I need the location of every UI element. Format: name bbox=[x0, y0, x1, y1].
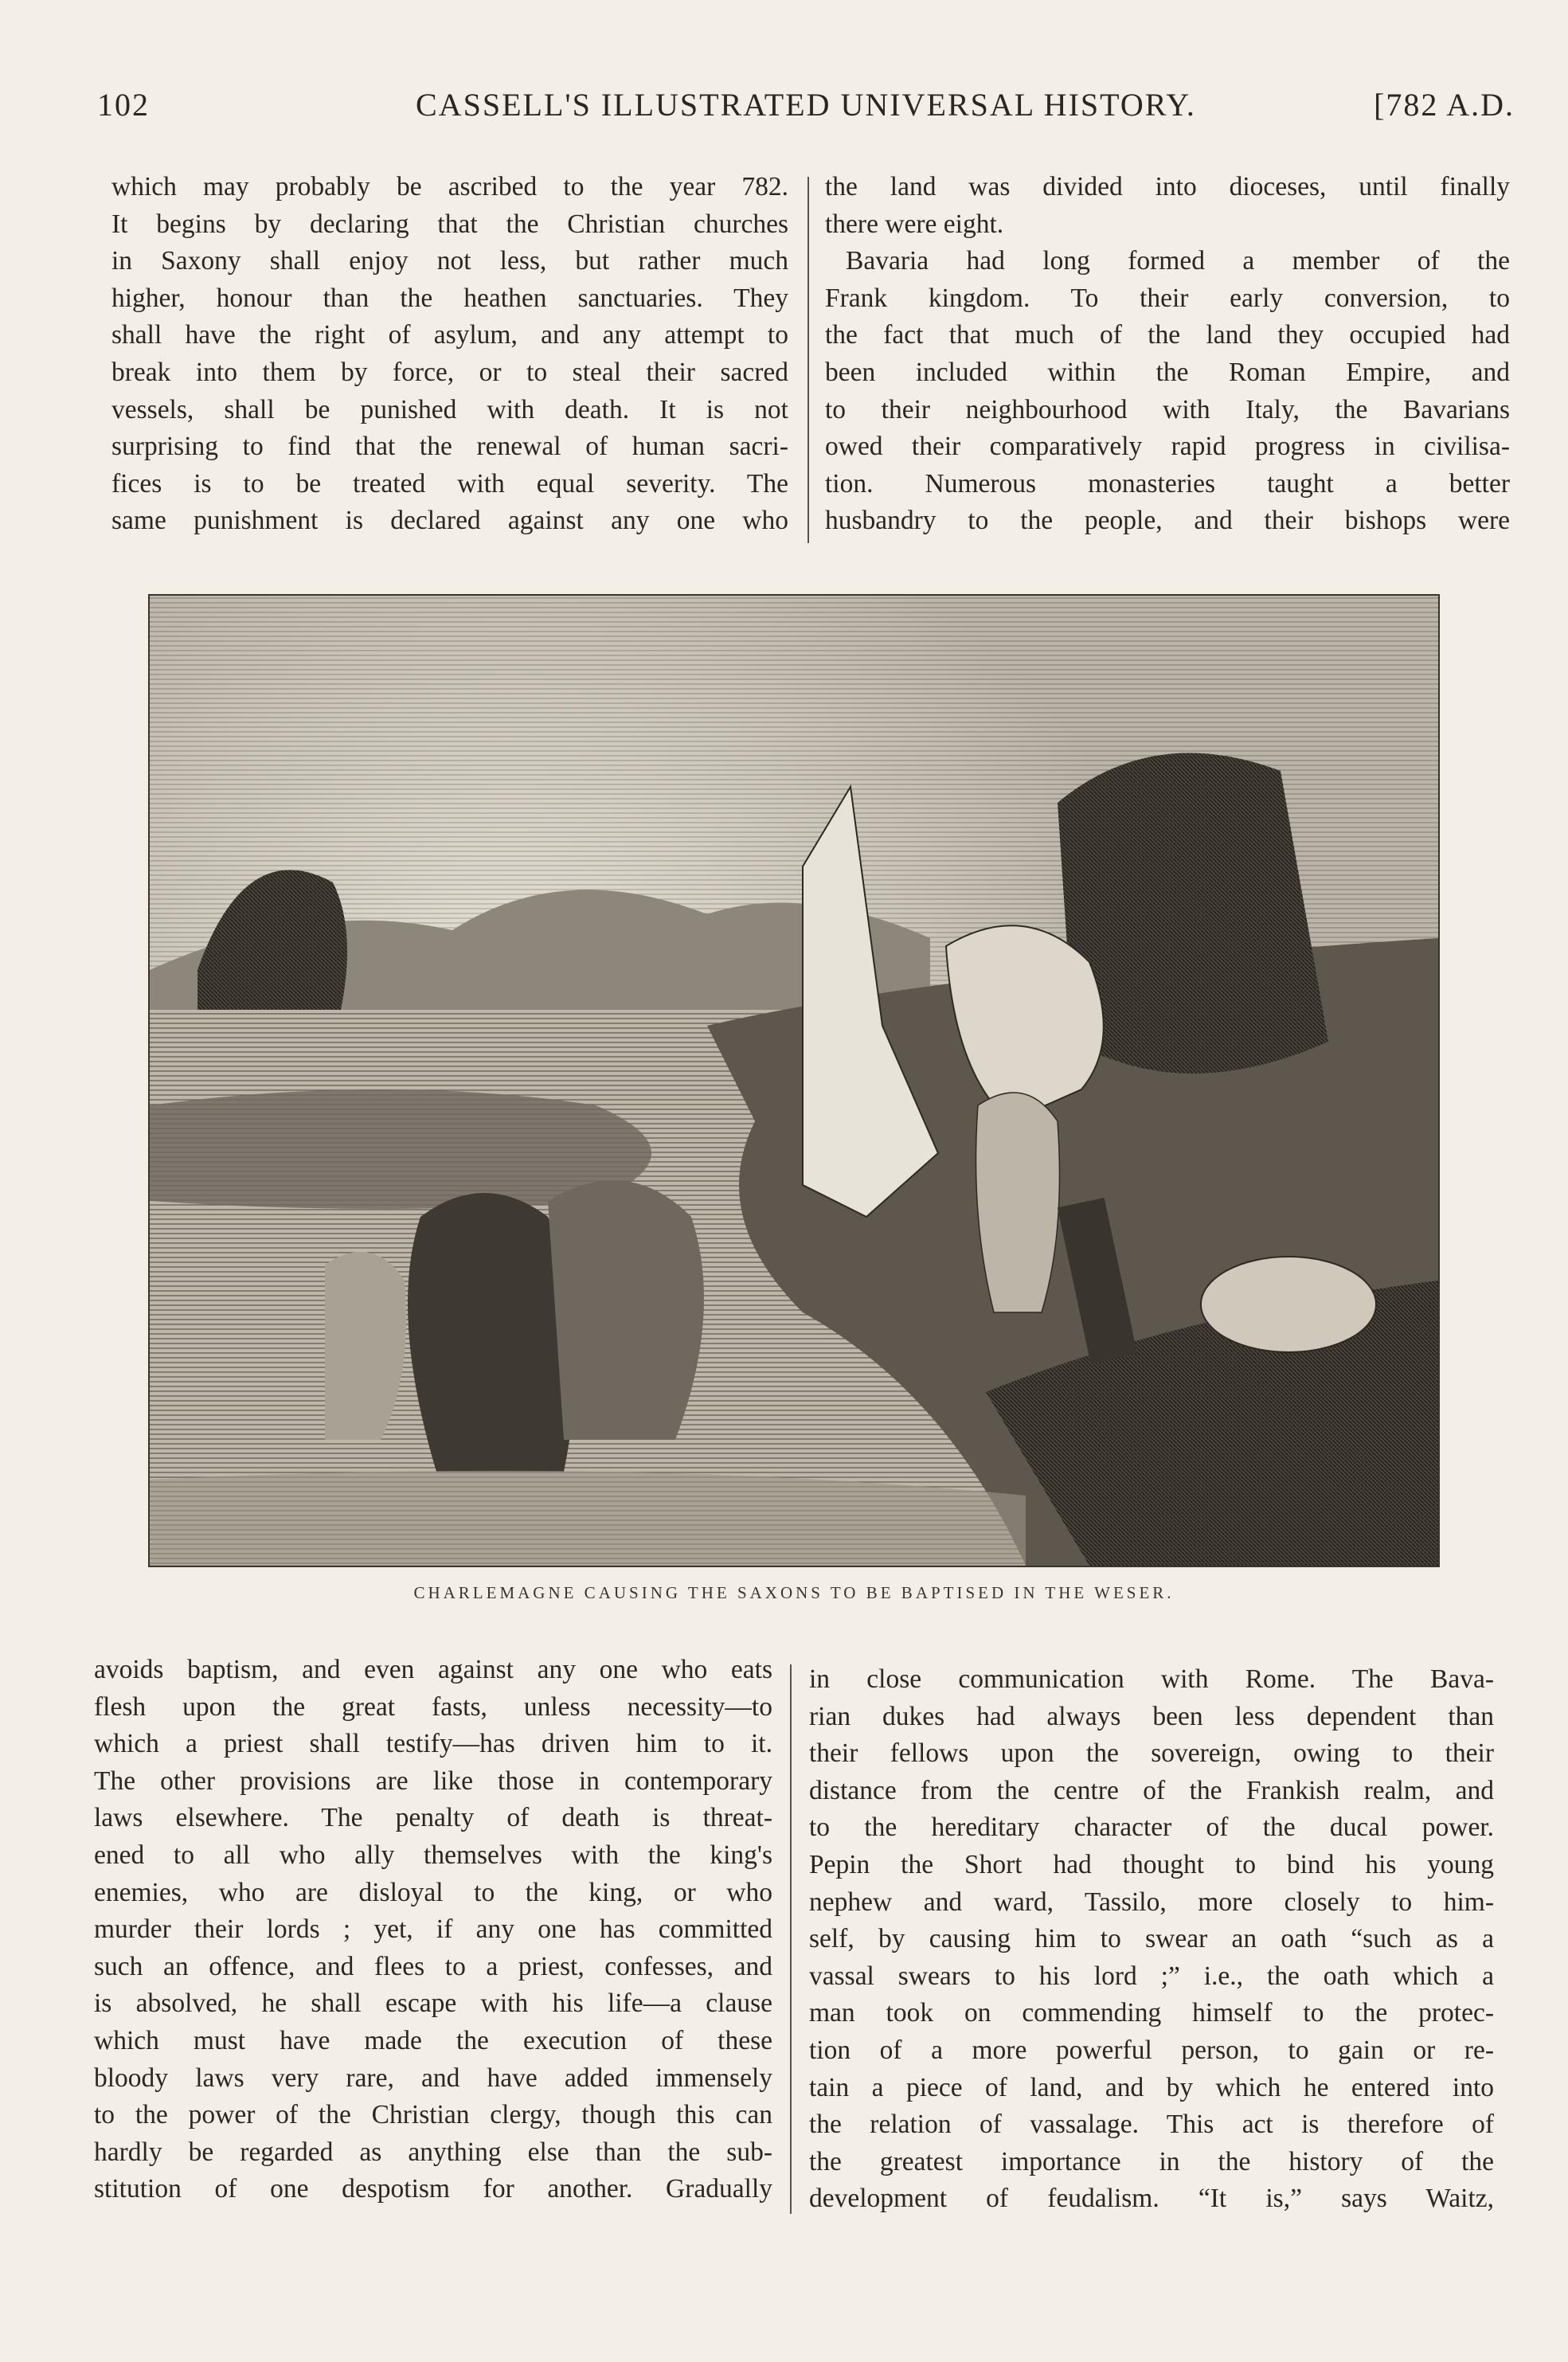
text-line: higher, honour than the heathen sanctuaries. They bbox=[111, 283, 788, 313]
text-line: hardly be regarded as anything else than the sub- bbox=[94, 2137, 772, 2167]
text-line: to their neighbourhood with Italy, the Bavarians bbox=[825, 394, 1510, 424]
text-line: laws elsewhere. The penalty of death is threat- bbox=[94, 1803, 772, 1833]
text-line: The other provisions are like those in contemporary bbox=[94, 1766, 772, 1796]
text-line: vassal swears to his lord ;” i.e., the oath which a bbox=[809, 1961, 1494, 1991]
text-line: is absolved, he shall escape with his life—a clause bbox=[94, 1989, 772, 2019]
text-line: same punishment is declared against any one who bbox=[111, 506, 788, 536]
text-line: man took on commending himself to the protec- bbox=[809, 1998, 1494, 2028]
text-line: enemies, who are disloyal to the king, or who bbox=[94, 1877, 772, 1907]
text-line: fices is to be treated with equal severity. The bbox=[111, 468, 788, 499]
text-line: flesh upon the great fasts, unless necessity—to bbox=[94, 1691, 772, 1722]
text-line: which must have made the execution of these bbox=[94, 2025, 772, 2055]
column-divider-bottom bbox=[790, 1664, 792, 2214]
text-line: murder their lords ; yet, if any one has committed bbox=[94, 1914, 772, 1945]
text-line: vessels, shall be punished with death. It is not bbox=[111, 394, 788, 424]
text-line: tion. Numerous monasteries taught a better bbox=[825, 468, 1510, 499]
text-line: avoids baptism, and even against any one who eats bbox=[94, 1655, 772, 1684]
text-line: the relation of vassalage. This act is therefore of bbox=[809, 2110, 1494, 2140]
text-line: the land was divided into dioceses, until finally bbox=[825, 172, 1510, 201]
bottom-right-column bbox=[809, 1661, 1494, 2218]
text-line: nephew and ward, Tassilo, more closely to him- bbox=[809, 1887, 1494, 1917]
text-line: development of feudalism. “It is,” says Waitz, bbox=[809, 2184, 1494, 2214]
text-line: Bavaria had long formed a member of the bbox=[846, 246, 1510, 276]
top-right-column bbox=[825, 169, 1510, 540]
column-divider-top bbox=[807, 177, 809, 543]
figure-caption: CHARLEMAGNE CAUSING THE SAXONS TO BE BAPTISED IN THE WESER. bbox=[413, 1583, 1175, 1602]
running-title: CASSELL'S ILLUSTRATED UNIVERSAL HISTORY. bbox=[416, 87, 1196, 123]
page-number: 102 bbox=[97, 87, 150, 123]
text-line: in close communication with Rome. The Bava- bbox=[809, 1664, 1494, 1694]
text-line: Pepin the Short had thought to bind his young bbox=[809, 1849, 1494, 1879]
text-line: ened to all who ally themselves with the king's bbox=[94, 1840, 772, 1870]
text-line: to the hereditary character of the ducal power. bbox=[809, 1813, 1494, 1843]
text-line: tain a piece of land, and by which he entered into bbox=[809, 2072, 1494, 2102]
engraving-illustration bbox=[148, 594, 1440, 1567]
baptism-scene-engraving bbox=[150, 596, 1438, 1566]
text-line: which a priest shall testify—has driven him to it. bbox=[94, 1729, 772, 1759]
text-line: been included within the Roman Empire, and bbox=[825, 357, 1510, 387]
text-line: to the power of the Christian clergy, though this can bbox=[94, 2100, 772, 2130]
text-line: surprising to find that the renewal of human sacri- bbox=[111, 432, 788, 462]
bottom-left-column bbox=[94, 1652, 772, 2208]
text-line: bloody laws very rare, and have added immensely bbox=[94, 2063, 772, 2093]
text-line: the fact that much of the land they occupied had bbox=[825, 320, 1510, 350]
running-date: [782 A.D. bbox=[1374, 87, 1515, 123]
text-line: husbandry to the people, and their bishops were bbox=[825, 506, 1510, 536]
text-line: the greatest importance in the history of the bbox=[809, 2146, 1494, 2176]
text-line: rian dukes had always been less dependent than bbox=[809, 1701, 1494, 1731]
text-line: their fellows upon the sovereign, owing to their bbox=[809, 1738, 1494, 1769]
text-line: stitution of one despotism for another. Gradually bbox=[94, 2174, 772, 2204]
text-line: owed their comparatively rapid progress in civilisa- bbox=[825, 432, 1510, 462]
text-line: such an offence, and flees to a priest, confesses, and bbox=[94, 1951, 772, 1981]
text-line: self, by causing him to swear an oath “such as a bbox=[809, 1924, 1494, 1954]
text-line: It begins by declaring that the Christian churches bbox=[111, 209, 788, 239]
text-line: break into them by force, or to steal their sacred bbox=[111, 357, 788, 387]
text-line: Frank kingdom. To their early conversion, to bbox=[825, 283, 1510, 313]
top-left-column bbox=[111, 169, 788, 540]
text-line: in Saxony shall enjoy not less, but rather much bbox=[111, 246, 788, 276]
text-line: tion of a more powerful person, to gain or re- bbox=[809, 2035, 1494, 2065]
page-header bbox=[97, 86, 1515, 134]
text-line: shall have the right of asylum, and any attempt to bbox=[111, 320, 788, 350]
text-line: which may probably be ascribed to the year 782. bbox=[111, 172, 788, 201]
text-line: there were eight. bbox=[825, 209, 1004, 239]
text-line: distance from the centre of the Frankish realm, and bbox=[809, 1775, 1494, 1805]
